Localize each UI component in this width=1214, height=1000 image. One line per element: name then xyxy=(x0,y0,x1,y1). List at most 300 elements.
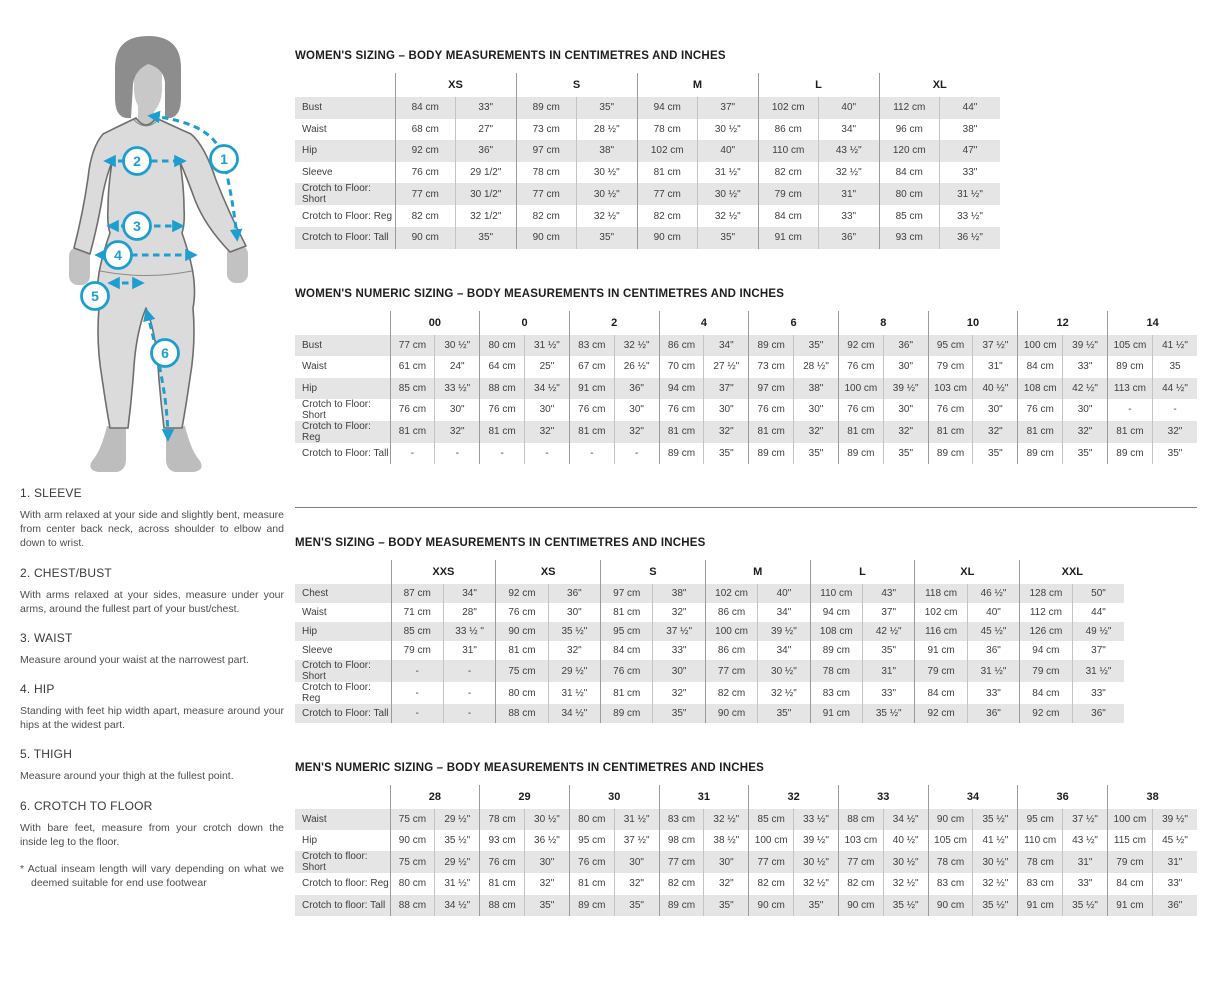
inch-value: 32" xyxy=(973,421,1018,443)
table-row xyxy=(295,205,1000,227)
table-corner xyxy=(295,73,395,97)
cm-value: 61 cm xyxy=(390,356,435,377)
cm-value: 77 cm xyxy=(395,183,456,205)
inch-value: 35" xyxy=(653,704,705,723)
inch-value: 32" xyxy=(704,873,749,894)
inch-value: 31" xyxy=(863,660,915,682)
row-label: Waist xyxy=(302,361,327,373)
inch-value: 33" xyxy=(1063,356,1108,377)
cm-value: 83 cm xyxy=(659,809,704,830)
inch-value: 33 ½" xyxy=(794,809,839,830)
cm-value: 75 cm xyxy=(390,851,435,873)
cm-value: 81 cm xyxy=(928,421,973,443)
cm-value: - xyxy=(1108,399,1153,421)
inch-value: 35" xyxy=(1152,443,1197,464)
inch-value: 47" xyxy=(940,140,1001,162)
row-label: Crotch to Floor: Reg xyxy=(302,682,371,705)
table-row xyxy=(295,895,1197,916)
cm-value: 90 cm xyxy=(705,704,757,723)
table-row xyxy=(295,227,1000,249)
inch-value: 30 ½" xyxy=(435,335,480,356)
inch-value: 37" xyxy=(704,378,749,399)
cm-value: 85 cm xyxy=(879,205,940,227)
inch-value: 30 ½" xyxy=(577,183,638,205)
inch-value: 32" xyxy=(653,682,705,704)
size-column-header: 4 xyxy=(659,311,749,335)
size-column-header: 14 xyxy=(1108,311,1198,335)
cm-value: 100 cm xyxy=(1108,809,1153,830)
inch-value: 41 ½" xyxy=(1152,335,1197,356)
cm-value: 85 cm xyxy=(390,378,435,399)
table-row xyxy=(295,356,1197,377)
table-row xyxy=(295,851,1197,873)
inch-value: 33" xyxy=(967,682,1019,704)
inch-value: 28 ½" xyxy=(794,356,839,377)
inch-value: 34 ½" xyxy=(548,704,600,723)
cm-value: 84 cm xyxy=(879,162,940,184)
table-row xyxy=(295,873,1197,894)
inch-value: 35" xyxy=(525,895,570,916)
table-row xyxy=(295,704,1124,723)
inch-value: 32" xyxy=(548,641,600,660)
inch-value: 33 ½ " xyxy=(443,622,495,641)
row-label: Crotch to Floor: Tall xyxy=(302,448,389,460)
inch-value: 30 ½" xyxy=(794,851,839,873)
inch-value: 31 ½" xyxy=(940,183,1001,205)
inch-value: 44 ½" xyxy=(1152,378,1197,399)
cm-value: 68 cm xyxy=(395,119,456,141)
inch-value: 37 ½" xyxy=(614,830,659,851)
cm-value: 97 cm xyxy=(749,378,794,399)
cm-value: 79 cm xyxy=(391,641,443,660)
cm-value: 93 cm xyxy=(879,227,940,249)
inch-value: 36 ½" xyxy=(525,830,570,851)
inch-value: 36 ½" xyxy=(940,227,1001,249)
cm-value: 79 cm xyxy=(915,660,967,682)
inch-value: 39 ½" xyxy=(1063,335,1108,356)
inch-value: 30" xyxy=(704,851,749,873)
inch-value: 32" xyxy=(704,421,749,443)
inch-value: 38" xyxy=(653,584,705,603)
cm-value: 77 cm xyxy=(749,851,794,873)
inch-value: 32 ½" xyxy=(704,809,749,830)
inch-value: 35" xyxy=(1063,443,1108,464)
cm-value: 89 cm xyxy=(659,895,704,916)
cm-value: - xyxy=(391,682,443,704)
inch-value: 38 ½" xyxy=(704,830,749,851)
inch-value: 40" xyxy=(758,584,810,603)
inch-value: 30 ½" xyxy=(973,851,1018,873)
diagram-marker-2 xyxy=(124,148,151,175)
inch-value: 33" xyxy=(1063,873,1108,894)
size-column-header: 0 xyxy=(480,311,570,335)
table-row xyxy=(295,660,1124,682)
table-row xyxy=(295,335,1197,356)
cm-value: 113 cm xyxy=(1108,378,1153,399)
row-label: Waist xyxy=(302,607,327,619)
inch-value: 35" xyxy=(883,443,928,464)
cm-value: 81 cm xyxy=(1018,421,1063,443)
cm-value: 115 cm xyxy=(1108,830,1153,851)
mens-sizing-table xyxy=(295,560,1124,723)
table-row xyxy=(295,119,1000,141)
cm-value: 105 cm xyxy=(1108,335,1153,356)
inch-value: 33" xyxy=(1072,682,1124,704)
inch-value: 43 ½" xyxy=(819,140,880,162)
cm-value: 89 cm xyxy=(838,443,883,464)
inch-value: 30 ½" xyxy=(525,809,570,830)
inch-value: 35" xyxy=(863,641,915,660)
cm-value: 78 cm xyxy=(810,660,862,682)
inch-value: 36" xyxy=(819,227,880,249)
inch-value: 34" xyxy=(758,603,810,622)
size-column-header: XXS xyxy=(391,560,496,584)
inch-value: 32 ½" xyxy=(794,873,839,894)
cm-value: 76 cm xyxy=(569,399,614,421)
inch-value: 37 ½" xyxy=(653,622,705,641)
size-column-header: M xyxy=(705,560,810,584)
table-corner xyxy=(295,785,390,809)
inch-value: 33" xyxy=(653,641,705,660)
size-column-header: 31 xyxy=(659,785,749,809)
cm-value: 81 cm xyxy=(601,682,653,704)
size-column-header: M xyxy=(637,73,758,97)
cm-value: 89 cm xyxy=(601,704,653,723)
size-column-header: S xyxy=(516,73,637,97)
inch-value: 30" xyxy=(794,399,839,421)
row-label: Crotch to Floor: Short xyxy=(302,398,371,421)
inch-value: - xyxy=(443,682,495,704)
cm-value: 64 cm xyxy=(480,356,525,377)
mens-sizing-section xyxy=(295,537,1124,723)
cm-value: 80 cm xyxy=(480,335,525,356)
cm-value: 76 cm xyxy=(749,399,794,421)
inch-value: 35" xyxy=(704,895,749,916)
cm-value: 90 cm xyxy=(928,809,973,830)
row-label: Crotch to Floor: Short xyxy=(302,183,371,206)
cm-value: 81 cm xyxy=(390,421,435,443)
inch-value: 32" xyxy=(794,421,839,443)
cm-value: 100 cm xyxy=(705,622,757,641)
inch-value: 32 ½" xyxy=(819,162,880,184)
inch-value: 44" xyxy=(1072,603,1124,622)
table-corner xyxy=(295,311,390,335)
inch-value: 30" xyxy=(704,399,749,421)
inch-value: 35 ½" xyxy=(435,830,480,851)
size-column-header: 00 xyxy=(390,311,480,335)
inch-value: 34" xyxy=(819,119,880,141)
cm-value: 84 cm xyxy=(1020,682,1072,704)
cm-value: 84 cm xyxy=(915,682,967,704)
inch-value: 40" xyxy=(819,97,880,119)
inch-value: 36" xyxy=(456,140,517,162)
cm-value: 80 cm xyxy=(569,809,614,830)
cm-value: 88 cm xyxy=(496,704,548,723)
inch-value: 42 ½" xyxy=(1063,378,1108,399)
cm-value: 108 cm xyxy=(1018,378,1063,399)
size-column-header: XS xyxy=(395,73,516,97)
inch-value: 46 ½" xyxy=(967,584,1019,603)
inch-value: 27 ½" xyxy=(704,356,749,377)
body-silhouette-svg xyxy=(55,28,290,483)
cm-value: 128 cm xyxy=(1020,584,1072,603)
inch-value: 36" xyxy=(548,584,600,603)
cm-value: 77 cm xyxy=(516,183,577,205)
cm-value: 108 cm xyxy=(810,622,862,641)
row-label: Bust xyxy=(302,102,323,114)
cm-value: 93 cm xyxy=(480,830,525,851)
table-row xyxy=(295,809,1197,830)
cm-value: 89 cm xyxy=(749,335,794,356)
instruction-heading-thigh: 5. THIGH xyxy=(20,747,73,762)
inch-value: 32" xyxy=(1063,421,1108,443)
inch-value: 50" xyxy=(1072,584,1124,603)
instruction-heading-chest-bust: 2. CHEST/BUST xyxy=(20,565,112,580)
inch-value: 25" xyxy=(525,356,570,377)
table-row xyxy=(295,622,1124,641)
size-column-header: 36 xyxy=(1018,785,1108,809)
cm-value: 75 cm xyxy=(496,660,548,682)
diagram-marker-5 xyxy=(82,283,109,310)
cm-value: 94 cm xyxy=(810,603,862,622)
cm-value: 90 cm xyxy=(395,227,456,249)
size-column-header: 30 xyxy=(569,785,659,809)
cm-value: - xyxy=(390,443,435,464)
cm-value: 67 cm xyxy=(569,356,614,377)
cm-value: 82 cm xyxy=(758,162,819,184)
cm-value: 76 cm xyxy=(838,399,883,421)
cm-value: 89 cm xyxy=(928,443,973,464)
instruction-text-waist: Measure around your waist at the narrowest part. xyxy=(20,653,249,666)
table-row xyxy=(295,140,1000,162)
womens-numeric-sizing-title: WOMEN'S NUMERIC SIZING – BODY MEASUREMENTS IN CENTIMETRES AND INCHES xyxy=(295,288,785,300)
inch-value: 32" xyxy=(1152,421,1197,443)
inch-value: 30" xyxy=(653,660,705,682)
inch-value: - xyxy=(435,443,480,464)
cm-value: 73 cm xyxy=(749,356,794,377)
inch-value: 30" xyxy=(1063,399,1108,421)
cm-value: 84 cm xyxy=(395,97,456,119)
cm-value: 89 cm xyxy=(516,97,577,119)
inch-value: - xyxy=(443,660,495,682)
inch-value: 34" xyxy=(704,335,749,356)
cm-value: 90 cm xyxy=(637,227,698,249)
cm-value: 92 cm xyxy=(838,335,883,356)
table-row xyxy=(295,421,1197,443)
inch-value: - xyxy=(443,704,495,723)
section-divider xyxy=(295,507,1197,508)
inch-value: 32" xyxy=(525,421,570,443)
mens-numeric-sizing-title: MEN'S NUMERIC SIZING – BODY MEASUREMENTS IN CENTIMETRES AND INCHES xyxy=(295,762,764,774)
inch-value: 36" xyxy=(1152,895,1197,916)
instruction-heading-crotch-to-floor: 6. CROTCH TO FLOOR xyxy=(20,798,153,813)
diagram-marker-3 xyxy=(124,213,151,240)
cm-value: 76 cm xyxy=(569,851,614,873)
cm-value: 90 cm xyxy=(928,895,973,916)
cm-value: 88 cm xyxy=(390,895,435,916)
cm-value: 110 cm xyxy=(810,584,862,603)
cm-value: 86 cm xyxy=(758,119,819,141)
cm-value: 95 cm xyxy=(928,335,973,356)
cm-value: 94 cm xyxy=(1020,641,1072,660)
row-label: Bust xyxy=(302,340,323,352)
cm-value: - xyxy=(391,660,443,682)
womens-sizing-table xyxy=(295,73,1000,249)
cm-value: 97 cm xyxy=(516,140,577,162)
cm-value: 91 cm xyxy=(1108,895,1153,916)
inch-value: 37" xyxy=(698,97,759,119)
svg-text:4: 4 xyxy=(114,247,122,263)
cm-value: 81 cm xyxy=(838,421,883,443)
inch-value: 32 1/2" xyxy=(456,205,517,227)
inch-value: 29 ½" xyxy=(435,809,480,830)
diagram-marker-1 xyxy=(211,146,238,173)
inch-value: 43 ½" xyxy=(1063,830,1108,851)
inch-value: 30 ½" xyxy=(758,660,810,682)
row-label: Hip xyxy=(302,382,318,394)
svg-text:3: 3 xyxy=(133,218,141,234)
inch-value: 31 ½" xyxy=(614,809,659,830)
size-column-header: 10 xyxy=(928,311,1018,335)
inch-value: 33" xyxy=(456,97,517,119)
inch-value: 40" xyxy=(967,603,1019,622)
inch-value: - xyxy=(614,443,659,464)
inch-value: 31" xyxy=(973,356,1018,377)
inch-value: 31 ½" xyxy=(435,873,480,894)
cm-value: 84 cm xyxy=(758,205,819,227)
cm-value: 97 cm xyxy=(601,584,653,603)
inch-value: 35 ½" xyxy=(973,895,1018,916)
inch-value: 32" xyxy=(614,873,659,894)
inch-value: 37 ½" xyxy=(1063,809,1108,830)
inch-value: 33" xyxy=(940,162,1001,184)
inch-value: 32 ½" xyxy=(883,873,928,894)
inch-value: 35" xyxy=(577,97,638,119)
cm-value: 76 cm xyxy=(838,356,883,377)
inch-value: 39 ½" xyxy=(883,378,928,399)
cm-value: 89 cm xyxy=(1108,356,1153,377)
size-column-header: 12 xyxy=(1018,311,1108,335)
svg-text:6: 6 xyxy=(161,345,169,361)
inch-value: 30" xyxy=(883,399,928,421)
table-row xyxy=(295,399,1197,421)
inch-value: 40 ½" xyxy=(973,378,1018,399)
inch-value: - xyxy=(1152,399,1197,421)
inch-value: 32 ½" xyxy=(973,873,1018,894)
cm-value: 78 cm xyxy=(480,809,525,830)
cm-value: 94 cm xyxy=(637,97,698,119)
inch-value: 30 ½" xyxy=(883,851,928,873)
table-row xyxy=(295,97,1000,119)
cm-value: 91 cm xyxy=(915,641,967,660)
inch-value: 31 ½" xyxy=(698,162,759,184)
foot-right xyxy=(166,426,202,472)
inch-value: 35" xyxy=(794,443,839,464)
cm-value: 89 cm xyxy=(569,895,614,916)
inch-value: 30" xyxy=(525,851,570,873)
inch-value: 33" xyxy=(1152,873,1197,894)
cm-value: 76 cm xyxy=(480,399,525,421)
cm-value: 102 cm xyxy=(637,140,698,162)
cm-value: 89 cm xyxy=(1108,443,1153,464)
cm-value: - xyxy=(480,443,525,464)
cm-value: 92 cm xyxy=(915,704,967,723)
inseam-footnote: * Actual inseam length will vary depending on what we deemed suitable for end use footwear xyxy=(20,862,284,890)
cm-value: 82 cm xyxy=(516,205,577,227)
cm-value: 92 cm xyxy=(496,584,548,603)
inch-value: 31" xyxy=(1063,851,1108,873)
inch-value: 35" xyxy=(614,895,659,916)
womens-sizing-title: WOMEN'S SIZING – BODY MEASUREMENTS IN CENTIMETRES AND INCHES xyxy=(295,50,726,62)
cm-value: 91 cm xyxy=(758,227,819,249)
mens-sizing-title: MEN'S SIZING – BODY MEASUREMENTS IN CENTIMETRES AND INCHES xyxy=(295,537,706,549)
cm-value: 82 cm xyxy=(637,205,698,227)
inch-value: 38" xyxy=(577,140,638,162)
cm-value: 95 cm xyxy=(1018,809,1063,830)
inch-value: 30 ½" xyxy=(698,119,759,141)
inch-value: 30" xyxy=(883,356,928,377)
row-label: Sleeve xyxy=(302,167,333,179)
inch-value: 35" xyxy=(758,704,810,723)
table-row xyxy=(295,584,1124,603)
cm-value: 85 cm xyxy=(391,622,443,641)
cm-value: 82 cm xyxy=(395,205,456,227)
cm-value: 89 cm xyxy=(810,641,862,660)
cm-value: 71 cm xyxy=(391,603,443,622)
inch-value: 32 ½" xyxy=(577,205,638,227)
instruction-text-chest-bust: With arms relaxed at your sides, measure under your arms, around the fullest part of your bust/chest. xyxy=(20,588,284,615)
cm-value: 77 cm xyxy=(838,851,883,873)
cm-value: 112 cm xyxy=(879,97,940,119)
cm-value: - xyxy=(569,443,614,464)
inch-value: 32" xyxy=(614,421,659,443)
inch-value: 42 ½" xyxy=(863,622,915,641)
inch-value: 38" xyxy=(794,378,839,399)
inch-value: 28 ½" xyxy=(577,119,638,141)
cm-value: 96 cm xyxy=(879,119,940,141)
inch-value: 33" xyxy=(819,205,880,227)
measurement-instructions xyxy=(20,486,284,901)
inch-value: 45 ½" xyxy=(1152,830,1197,851)
cm-value: 102 cm xyxy=(915,603,967,622)
cm-value: 95 cm xyxy=(569,830,614,851)
inch-value: 32 ½" xyxy=(758,682,810,704)
inch-value: 34 ½" xyxy=(435,895,480,916)
row-label: Hip xyxy=(302,626,318,638)
cm-value: 88 cm xyxy=(480,378,525,399)
cm-value: 98 cm xyxy=(659,830,704,851)
row-label: Crotch to Floor: Reg xyxy=(302,210,393,222)
inch-value: 31 ½" xyxy=(548,682,600,704)
size-column-header: XL xyxy=(879,73,1000,97)
instruction-heading-sleeve: 1. SLEEVE xyxy=(20,486,82,500)
inch-value: 34" xyxy=(443,584,495,603)
cm-value: 78 cm xyxy=(928,851,973,873)
inch-value: 38" xyxy=(940,119,1001,141)
inch-value: 35" xyxy=(794,895,839,916)
instruction-text-thigh: Measure around your thigh at the fullest point. xyxy=(20,770,234,783)
cm-value: 84 cm xyxy=(1018,356,1063,377)
svg-text:5: 5 xyxy=(91,288,99,304)
inch-value: 31 ½" xyxy=(1072,660,1124,682)
cm-value: 83 cm xyxy=(810,682,862,704)
inch-value: 35 ½" xyxy=(973,809,1018,830)
inch-value: 40 ½" xyxy=(883,830,928,851)
cm-value: 76 cm xyxy=(928,399,973,421)
inch-value: 32" xyxy=(653,603,705,622)
cm-value: 116 cm xyxy=(915,622,967,641)
inch-value: 33 ½" xyxy=(940,205,1001,227)
